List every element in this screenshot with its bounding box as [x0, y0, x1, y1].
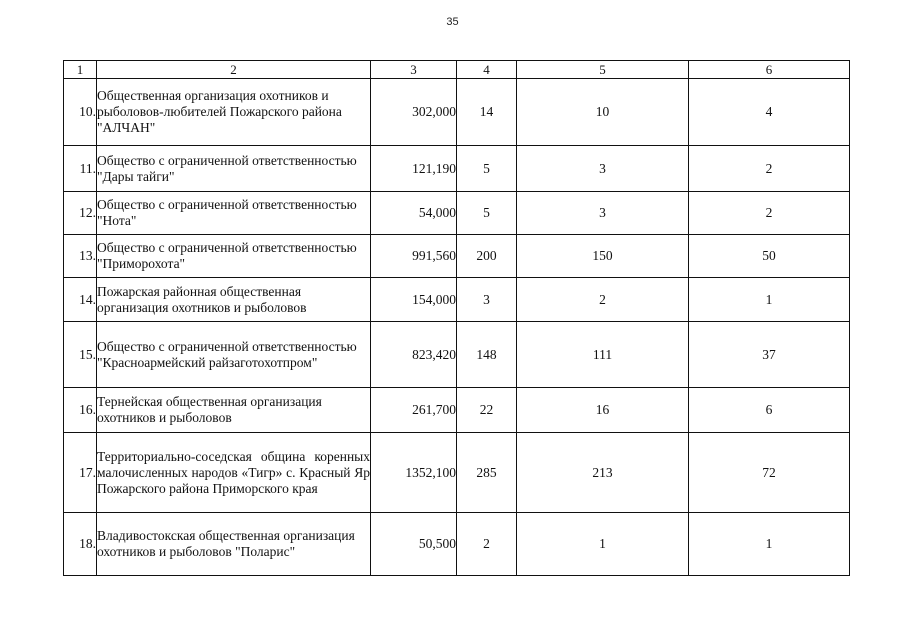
data-table [63, 60, 850, 576]
cell-col-6: 4 [689, 79, 850, 146]
organization-name: Общество с ограниченной ответственностью "Дары тайги" [97, 146, 371, 192]
cell-col-5: 111 [517, 322, 689, 388]
cell-col-3: 302,000 [371, 79, 457, 146]
row-number: 10. [64, 79, 97, 146]
organization-name: Общество с ограниченной ответственностью "Приморохота" [97, 235, 371, 278]
header-col-1: 1 [64, 61, 97, 79]
organization-name: Общественная организация охотников и рыболовов-любителей Пожарского района "АЛЧАН" [97, 79, 371, 146]
cell-col-6: 1 [689, 278, 850, 322]
page-number: 35 [446, 16, 459, 28]
cell-col-4: 148 [457, 322, 517, 388]
table-row [64, 146, 850, 192]
cell-col-4: 22 [457, 388, 517, 433]
cell-col-3: 991,560 [371, 235, 457, 278]
cell-col-3: 1352,100 [371, 433, 457, 513]
cell-col-3: 823,420 [371, 322, 457, 388]
cell-col-5: 3 [517, 146, 689, 192]
cell-col-5: 150 [517, 235, 689, 278]
organization-name: Пожарская районная общественная организация охотников и рыболовов [97, 278, 371, 322]
row-number: 15. [64, 322, 97, 388]
cell-col-5: 16 [517, 388, 689, 433]
row-number: 18. [64, 513, 97, 576]
organization-name: Общество с ограниченной ответственностью "Нота" [97, 192, 371, 235]
cell-col-4: 14 [457, 79, 517, 146]
table-header-row [64, 61, 850, 79]
cell-col-5: 2 [517, 278, 689, 322]
table-row [64, 433, 850, 513]
cell-col-3: 121,190 [371, 146, 457, 192]
organization-name: Владивостокская общественная организация охотников и рыболовов "Поларис" [97, 513, 371, 576]
cell-col-5: 1 [517, 513, 689, 576]
table-row [64, 513, 850, 576]
table-row [64, 235, 850, 278]
header-col-5: 5 [517, 61, 689, 79]
cell-col-6: 72 [689, 433, 850, 513]
cell-col-6: 2 [689, 192, 850, 235]
row-number: 13. [64, 235, 97, 278]
cell-col-5: 10 [517, 79, 689, 146]
row-number: 14. [64, 278, 97, 322]
organization-name: Общество с ограниченной ответственностью "Красноармейский райзаготохотпром" [97, 322, 371, 388]
cell-col-4: 3 [457, 278, 517, 322]
row-number: 17. [64, 433, 97, 513]
table-row [64, 79, 850, 146]
table-row [64, 192, 850, 235]
row-number: 12. [64, 192, 97, 235]
row-number: 16. [64, 388, 97, 433]
header-col-2: 2 [97, 61, 371, 79]
organization-name: Территориально-соседская община коренных малочисленных народов «Тигр» с. Красный Яр Пожарского района Приморского края [97, 433, 371, 513]
cell-col-5: 213 [517, 433, 689, 513]
cell-col-4: 5 [457, 192, 517, 235]
cell-col-6: 37 [689, 322, 850, 388]
cell-col-3: 154,000 [371, 278, 457, 322]
cell-col-6: 1 [689, 513, 850, 576]
cell-col-3: 50,500 [371, 513, 457, 576]
table-row [64, 322, 850, 388]
table-row [64, 388, 850, 433]
cell-col-6: 50 [689, 235, 850, 278]
cell-col-3: 54,000 [371, 192, 457, 235]
cell-col-3: 261,700 [371, 388, 457, 433]
cell-col-4: 200 [457, 235, 517, 278]
cell-col-4: 2 [457, 513, 517, 576]
organization-name: Тернейская общественная организация охотников и рыболовов [97, 388, 371, 433]
row-number: 11. [64, 146, 97, 192]
cell-col-4: 285 [457, 433, 517, 513]
cell-col-6: 6 [689, 388, 850, 433]
header-col-3: 3 [371, 61, 457, 79]
cell-col-4: 5 [457, 146, 517, 192]
table-row [64, 278, 850, 322]
header-col-4: 4 [457, 61, 517, 79]
header-col-6: 6 [689, 61, 850, 79]
cell-col-5: 3 [517, 192, 689, 235]
cell-col-6: 2 [689, 146, 850, 192]
